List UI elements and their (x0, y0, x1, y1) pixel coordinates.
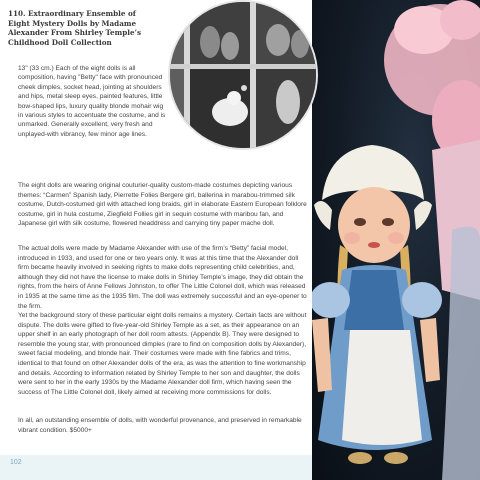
doll-room-inset-photo (168, 0, 318, 150)
paragraph-costumes: The eight dolls are wearing original couturier-quality custom-made costumes depicting various themes: “Carmen” Spanish lady, Pierrette Folies Bergere girl, ballerina in marabou-trimmed silk costume, Dutch-costumed girl with attached long braids, girl in elaborate Eastern European folklore costume, girl in hula costume, Ziegfield Follies girl in sequin costume with maribou fan, and Japanese girl with silk costume, flowered headdress and carrying tiny paper mache doll. (18, 182, 307, 228)
doll-photo (312, 0, 480, 480)
lot-title: 110. Extraordinary Ensemble of Eight Mystery Dolls by Madame Alexander From Shirley Temple’s Childhood Doll Collection (8, 9, 142, 47)
lot-description: 13" (33 cm.) Each of the eight dolls is all composition, having "Betty" face with pronounced cheek dimples, socket head, jointing at shoulders and hips, metal sleep eyes, painted features, little bow-shaped lips, luxury quality blonde mohair wig in various styles to accentuate the costume, and is unmarked. Generally excellent, very fresh and unplayed-with vibrancy, few minor age lines. (18, 65, 166, 138)
paragraph-background: Yet the background story of these particular eight dolls remains a mystery. Certain facts are without dispute. The dolls were gifted to five-year-old Shirley Temple as a set, as their appearance on an upper shelf in an early photograph of her doll room attests. (Appendix B). They were designed to resemble the young star, with pronounced dimples (rare to find on composition dolls by Alexander), sweet facial modeling, and blonde hair. Their costumes were made with fine fabrics and trims, identical to that found on other Alexander dolls of the era, as was the attention to fine workmanship and details. According to information related by Shirley Temple to her son and daughter, the dolls were sent to her in the early 1930s by the Madame Alexander doll firm, which having seen the success of The Little Colonel doll, likely aimed at receiving more commissions for dolls. (18, 312, 307, 396)
page-number: 102 (10, 459, 22, 466)
paragraph-summary: In all, an outstanding ensemble of dolls, with wonderful provenance, and preserved in remarkable vibrant condition. $5000+ (18, 417, 302, 434)
paragraph-history: The actual dolls were made by Madame Alexander with use of the firm’s “Betty” facial model, introduced in 1933, and used for one or two years only. It was at this time that the Alexander doll firm became heavily involved in seeking rights to make dolls representing child celebrities, and, although they did not have the license to make dolls in Shirley Temple’s image, they did obtain the rights, from the heirs of Anne Fellows Johnston, to offer The Little Colonel doll, which was released in 1935 at the same time as the 1935 film. The doll was extremely successful and an eye-opener to the firm. (18, 245, 307, 310)
page-footer (0, 455, 312, 480)
